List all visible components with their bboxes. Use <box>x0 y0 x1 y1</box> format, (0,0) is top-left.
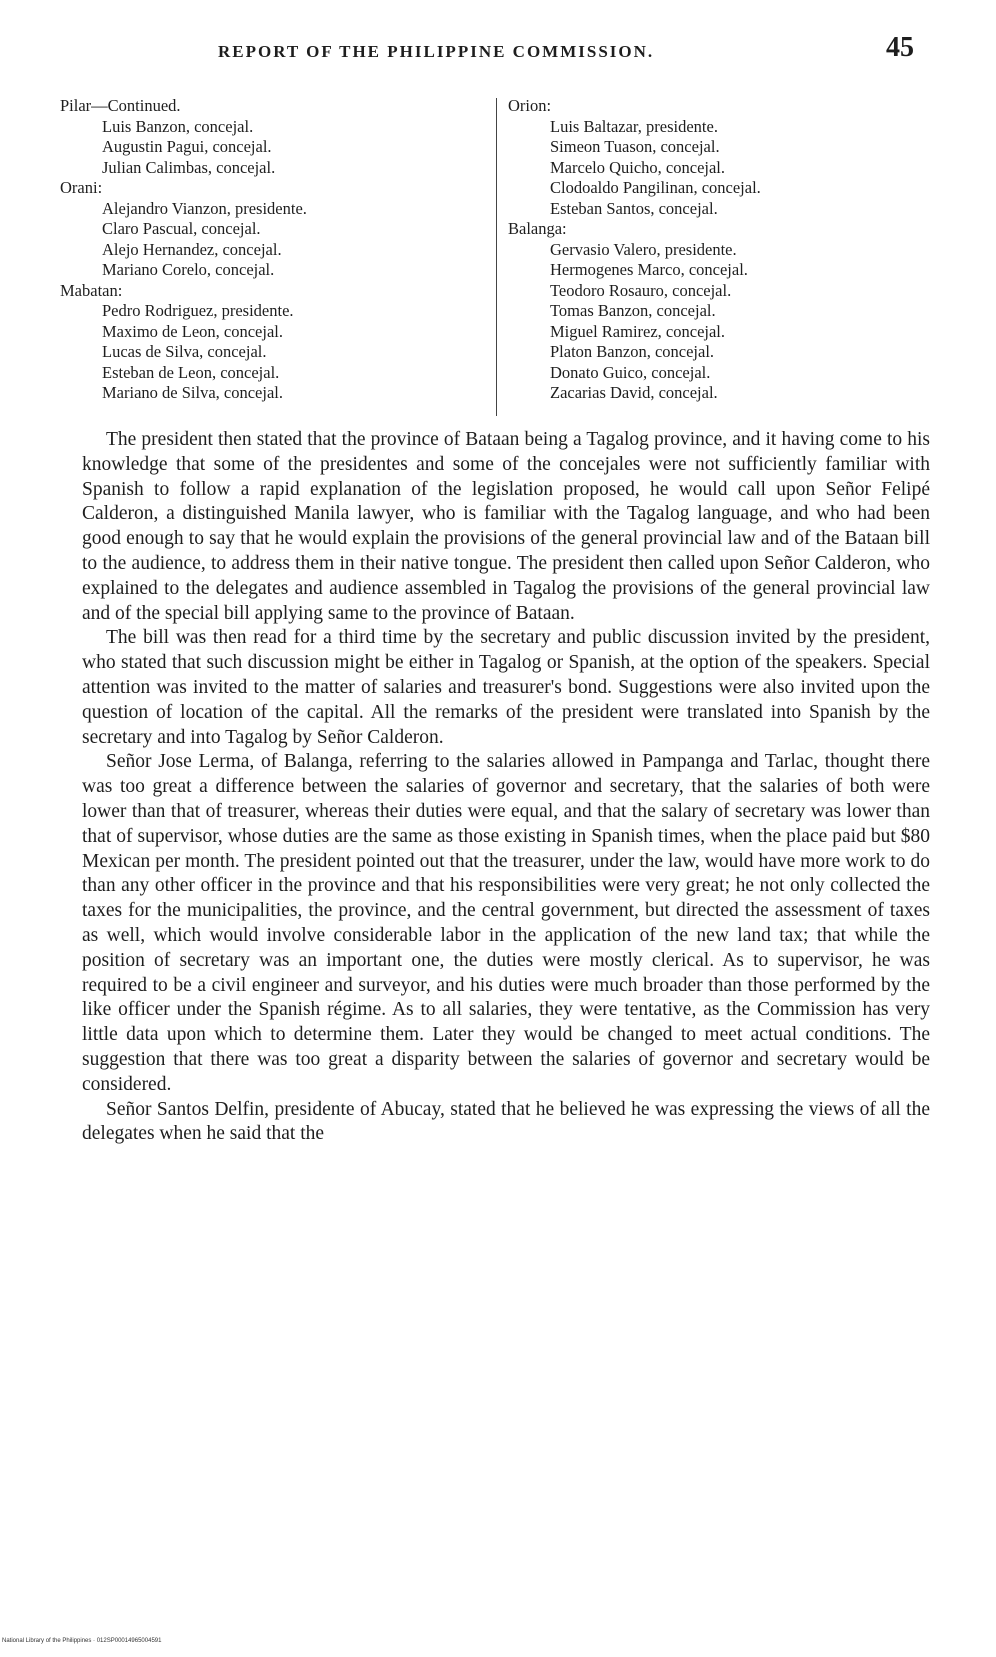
town-name: Mabatan: <box>60 280 123 300</box>
official-entry: Pedro Rodriguez, presidente. <box>102 301 294 320</box>
official-entry: Teodoro Rosauro, concejal. <box>550 280 732 300</box>
paragraph: The bill was then read for a third time by the secretary and public discussion invited by the president, who stated that such discussion might be either in Tagalog or Spanish, at the option of the speakers. Special attention was invited to the matter of salaries and treasurer's bond. Suggestions were also invited upon the question of location of the capital. All the remarks of the president were translated into Spanish by the secretary and into Tagalog by Señor Calderon. <box>82 627 930 748</box>
town-name: Balanga: <box>508 219 567 238</box>
column-divider <box>496 98 497 416</box>
paragraph: The president then stated that the province of Bataan being a Tagalog province, and it having come to his knowledge that some of the presidentes and some of the concejales were not sufficiently familiar with Spanish to follow a rapid explanation of the legislation proposed, he would call upon Señor Felipé Calderon, a distinguished Manila lawyer, who is familiar with the Tagalog language, and who had been good enough to say that he would explain the provisions of the general provincial law and of the Bataan bill to the audience, to address them in their native tongue. The president then called upon Señor Calderon, who explained to the delegates and audience assembled in Tagalog the provisions of the general provincial law and of the special bill applying same to the province of Bataan. <box>82 429 930 624</box>
official-entry: Esteban de Leon, concejal. <box>102 362 280 382</box>
official-entry: Mariano Corelo, concejal. <box>102 260 275 279</box>
official-entry: Platon Banzon, concejal. <box>550 342 715 361</box>
official-entry: Luis Baltazar, presidente. <box>550 116 718 136</box>
official-entry: Simeon Tuason, concejal. <box>550 137 720 156</box>
official-entry: Mariano de Silva, concejal. <box>102 383 283 402</box>
official-entry: Alejandro Vianzon, presidente. <box>102 198 307 218</box>
body-text <box>82 428 930 1147</box>
page-number: 45 <box>886 32 914 63</box>
official-entry: Augustin Pagui, concejal. <box>102 137 272 156</box>
town-name: Orani: <box>60 178 103 197</box>
town-name: Orion: <box>508 96 552 115</box>
officials-list <box>60 96 940 416</box>
officials-left-column <box>60 96 480 404</box>
official-entry: Esteban Santos, concejal. <box>550 198 718 218</box>
official-entry: Maximo de Leon, concejal. <box>102 321 283 341</box>
page-header <box>0 32 996 72</box>
town-name: Pilar—Continued. <box>60 96 181 115</box>
official-entry: Lucas de Silva, concejal. <box>102 342 267 361</box>
scan-footer: National Library of the Philippines · 012SP00014965004591 <box>2 1638 162 1644</box>
official-entry: Clodoaldo Pangilinan, concejal. <box>550 178 761 197</box>
official-entry: Gervasio Valero, presidente. <box>550 239 737 259</box>
official-entry: Donato Guico, concejal. <box>550 362 711 382</box>
paragraph: Señor Santos Delfin, presidente of Abucay, stated that he believed he was expressing the views of all the delegates when he said that the <box>82 1098 930 1145</box>
official-entry: Miguel Ramirez, concejal. <box>550 321 726 341</box>
official-entry: Hermogenes Marco, concejal. <box>550 260 748 279</box>
official-entry: Tomas Banzon, concejal. <box>550 301 716 320</box>
paragraph: Señor Jose Lerma, of Balanga, referring to the salaries allowed in Pampanga and Tarlac, thought there was too great a difference between the salaries of governor and secretary, that the salaries of both were lower than that of treasurer, whereas their duties were equal, and that the salary of secretary was lower than that of supervisor, whose duties are the same as those existing in Spanish times, when the place paid but $80 Mexican per month. The president pointed out that the treasurer, under the law, would have more work to do than any other officer in the province and that his responsibilities were very great; he not only collected the taxes for the municipalities, the province, and the central government, but directed the assessment of taxes as well, which would involve considerable labor in the application of the new land tax; that while the position of secretary was an important one, the duties were mostly clerical. As to supervisor, he was required to be a civil engineer and surveyor, and his duties were much broader than those performed by the like officer under the Spanish régime. As to all salaries, they were tentative, as the Commission has very little data upon which to determine them. Later they would be changed to meet actual conditions. The suggestion that there was too great a disparity between the salaries of governor and secretary would be considered. <box>82 751 930 1095</box>
official-entry: Luis Banzon, concejal. <box>102 116 254 136</box>
official-entry: Zacarias David, concejal. <box>550 383 718 402</box>
official-entry: Alejo Hernandez, concejal. <box>102 239 282 259</box>
official-entry: Julian Calimbas, concejal. <box>102 157 276 177</box>
official-entry: Marcelo Quicho, concejal. <box>550 157 726 177</box>
running-title: REPORT OF THE PHILIPPINE COMMISSION. <box>218 42 655 61</box>
official-entry: Claro Pascual, concejal. <box>102 219 261 238</box>
officials-right-column <box>508 96 928 404</box>
